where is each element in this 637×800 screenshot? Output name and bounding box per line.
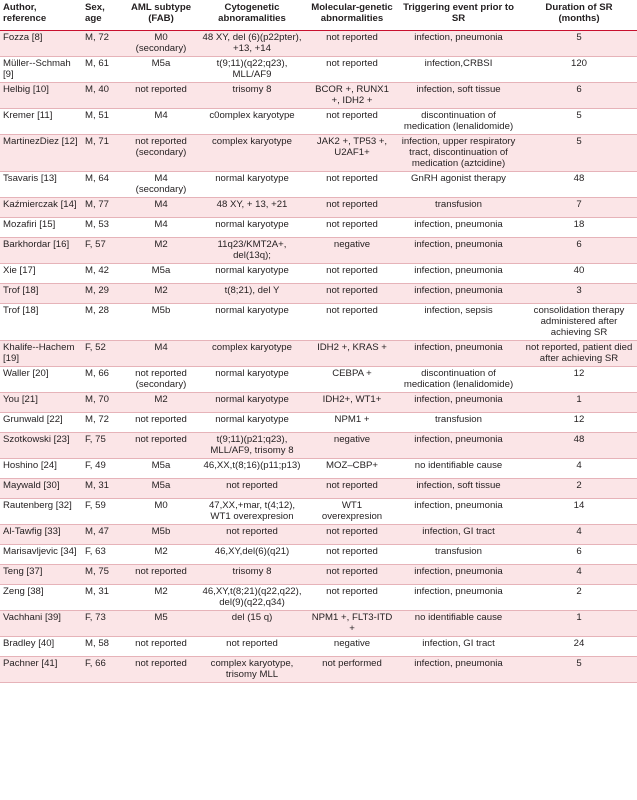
- cell-trigger: infection, soft tissue: [396, 83, 521, 109]
- cell-molecular: JAK2 +, TP53 +, U2AF1+: [308, 135, 396, 172]
- cell-sex-age: F, 52: [82, 341, 126, 367]
- cell-trigger: infection, pneumonia: [396, 393, 521, 413]
- cell-sex-age: F, 57: [82, 238, 126, 264]
- header-aml-subtype: AML subtype (FAB): [126, 0, 196, 31]
- header-sex-age: Sex, age: [82, 0, 126, 31]
- cell-molecular: negative: [308, 238, 396, 264]
- table-row: [0, 341, 637, 367]
- table-row: [0, 83, 637, 109]
- header-duration: Duration of SR (months): [521, 0, 637, 31]
- cell-cytogenetic: normal karyotype: [196, 413, 308, 433]
- cell-trigger: infection, pneumonia: [396, 31, 521, 57]
- cell-molecular: CEBPA +: [308, 367, 396, 393]
- cell-author: Vachhani [39]: [0, 611, 82, 637]
- table-header: [0, 0, 637, 31]
- table-row: [0, 198, 637, 218]
- cell-author: Trof [18]: [0, 284, 82, 304]
- cell-trigger: no identifiable cause: [396, 611, 521, 637]
- cell-aml-subtype: not reported: [126, 433, 196, 459]
- cell-sex-age: M, 70: [82, 393, 126, 413]
- table-row: [0, 31, 637, 57]
- cell-molecular: not reported: [308, 565, 396, 585]
- table-row: [0, 109, 637, 135]
- cell-aml-subtype: M5: [126, 611, 196, 637]
- cell-aml-subtype: M2: [126, 585, 196, 611]
- cell-author: Khalife--Hachem [19]: [0, 341, 82, 367]
- cell-molecular: MOZ–CBP+: [308, 459, 396, 479]
- table-row: [0, 218, 637, 238]
- cell-molecular: negative: [308, 433, 396, 459]
- table-row: [0, 304, 637, 341]
- cell-author: Xie [17]: [0, 264, 82, 284]
- cell-aml-subtype: M5a: [126, 459, 196, 479]
- cell-sex-age: F, 49: [82, 459, 126, 479]
- cell-duration: 120: [521, 57, 637, 83]
- cell-trigger: transfusion: [396, 198, 521, 218]
- cell-cytogenetic: complex karyotype, trisomy MLL: [196, 657, 308, 683]
- cell-author: Müller--Schmah [9]: [0, 57, 82, 83]
- cell-duration: 6: [521, 238, 637, 264]
- cell-duration: 14: [521, 499, 637, 525]
- header-author: Author, reference: [0, 0, 82, 31]
- cell-sex-age: M, 72: [82, 31, 126, 57]
- cell-trigger: infection, pneumonia: [396, 238, 521, 264]
- cell-author: Waller [20]: [0, 367, 82, 393]
- cell-molecular: not reported: [308, 172, 396, 198]
- cell-author: Helbig [10]: [0, 83, 82, 109]
- cell-molecular: not reported: [308, 479, 396, 499]
- cell-duration: 5: [521, 109, 637, 135]
- cell-sex-age: M, 64: [82, 172, 126, 198]
- cell-molecular: NPM1 +: [308, 413, 396, 433]
- cell-molecular: not reported: [308, 545, 396, 565]
- table-row: [0, 57, 637, 83]
- cell-duration: 12: [521, 413, 637, 433]
- cell-cytogenetic: normal karyotype: [196, 264, 308, 284]
- cell-aml-subtype: M5a: [126, 264, 196, 284]
- table-row: [0, 367, 637, 393]
- cell-author: Al-Tawfig [33]: [0, 525, 82, 545]
- cell-aml-subtype: M0 (secondary): [126, 31, 196, 57]
- cell-sex-age: M, 58: [82, 637, 126, 657]
- cell-trigger: infection,CRBSI: [396, 57, 521, 83]
- cell-molecular: not reported: [308, 109, 396, 135]
- cell-duration: 1: [521, 611, 637, 637]
- cell-author: MartinezDiez [12]: [0, 135, 82, 172]
- cell-author: Grunwald [22]: [0, 413, 82, 433]
- cell-trigger: discontinuation of medication (lenalidomide): [396, 109, 521, 135]
- cell-author: Zeng [38]: [0, 585, 82, 611]
- cell-sex-age: F, 59: [82, 499, 126, 525]
- table-row: [0, 172, 637, 198]
- table-row: [0, 393, 637, 413]
- table-row: [0, 499, 637, 525]
- cell-duration: 3: [521, 284, 637, 304]
- table-row: [0, 479, 637, 499]
- cell-trigger: infection, pneumonia: [396, 264, 521, 284]
- cell-sex-age: M, 72: [82, 413, 126, 433]
- cell-aml-subtype: M2: [126, 238, 196, 264]
- cell-author: Tsavaris [13]: [0, 172, 82, 198]
- cell-duration: 4: [521, 459, 637, 479]
- header-row: [0, 0, 637, 31]
- cell-molecular: not reported: [308, 284, 396, 304]
- cell-author: Mozafiri [15]: [0, 218, 82, 238]
- cell-author: Trof [18]: [0, 304, 82, 341]
- cell-molecular: not reported: [308, 31, 396, 57]
- cell-cytogenetic: 46,XY,del(6)(q21): [196, 545, 308, 565]
- cell-duration: 4: [521, 565, 637, 585]
- cell-molecular: IDH2+, WT1+: [308, 393, 396, 413]
- cell-cytogenetic: normal karyotype: [196, 304, 308, 341]
- cell-sex-age: M, 40: [82, 83, 126, 109]
- cell-sex-age: F, 63: [82, 545, 126, 565]
- cell-duration: 18: [521, 218, 637, 238]
- cell-author: Barkhordar [16]: [0, 238, 82, 264]
- table-row: [0, 637, 637, 657]
- cell-sex-age: M, 71: [82, 135, 126, 172]
- cell-sex-age: M, 31: [82, 479, 126, 499]
- cell-aml-subtype: M5b: [126, 525, 196, 545]
- table-row: [0, 565, 637, 585]
- cell-duration: not reported, patient died after achieving SR: [521, 341, 637, 367]
- cell-molecular: negative: [308, 637, 396, 657]
- cell-aml-subtype: M2: [126, 545, 196, 565]
- cell-sex-age: F, 73: [82, 611, 126, 637]
- cell-duration: 5: [521, 657, 637, 683]
- cell-cytogenetic: trisomy 8: [196, 83, 308, 109]
- cell-duration: 5: [521, 31, 637, 57]
- cell-aml-subtype: M2: [126, 393, 196, 413]
- table-row: [0, 545, 637, 565]
- cell-trigger: infection, pneumonia: [396, 341, 521, 367]
- cell-trigger: infection, pneumonia: [396, 565, 521, 585]
- cell-duration: consolidation therapy administered after achieving SR: [521, 304, 637, 341]
- cell-cytogenetic: 48 XY, del (6)(p22pter), +13, +14: [196, 31, 308, 57]
- table-row: [0, 525, 637, 545]
- cell-duration: 24: [521, 637, 637, 657]
- cell-sex-age: M, 31: [82, 585, 126, 611]
- cell-molecular: BCOR +, RUNX1 +, IDH2 +: [308, 83, 396, 109]
- cell-aml-subtype: M4: [126, 341, 196, 367]
- cell-trigger: infection, pneumonia: [396, 585, 521, 611]
- table-row: [0, 135, 637, 172]
- cell-molecular: NPM1 +, FLT3-ITD +: [308, 611, 396, 637]
- table-row: [0, 585, 637, 611]
- cell-cytogenetic: normal karyotype: [196, 393, 308, 413]
- cell-author: Maywald [30]: [0, 479, 82, 499]
- cell-molecular: not reported: [308, 57, 396, 83]
- cell-cytogenetic: 48 XY, + 13, +21: [196, 198, 308, 218]
- header-molecular: Molecular-genetic abnormalities: [308, 0, 396, 31]
- cell-cytogenetic: complex karyotype: [196, 135, 308, 172]
- cell-duration: 48: [521, 433, 637, 459]
- cell-cytogenetic: trisomy 8: [196, 565, 308, 585]
- cell-author: Kaźmierczak [14]: [0, 198, 82, 218]
- cell-duration: 2: [521, 585, 637, 611]
- cell-aml-subtype: M5a: [126, 479, 196, 499]
- cell-cytogenetic: c0omplex karyotype: [196, 109, 308, 135]
- cell-duration: 12: [521, 367, 637, 393]
- cell-sex-age: M, 53: [82, 218, 126, 238]
- cell-trigger: discontinuation of medication (lenalidomide): [396, 367, 521, 393]
- cell-author: Hoshino [24]: [0, 459, 82, 479]
- table-row: [0, 238, 637, 264]
- cell-molecular: not performed: [308, 657, 396, 683]
- cell-sex-age: M, 75: [82, 565, 126, 585]
- table-body: [0, 31, 637, 683]
- table-row: [0, 413, 637, 433]
- cell-author: Kremer [11]: [0, 109, 82, 135]
- cell-molecular: not reported: [308, 198, 396, 218]
- cell-duration: 6: [521, 83, 637, 109]
- cell-cytogenetic: not reported: [196, 479, 308, 499]
- cell-aml-subtype: M5b: [126, 304, 196, 341]
- cell-sex-age: F, 66: [82, 657, 126, 683]
- cell-sex-age: M, 47: [82, 525, 126, 545]
- cell-trigger: infection, upper respiratory tract, discontinuation of medication (aztcidine): [396, 135, 521, 172]
- cell-trigger: infection, GI tract: [396, 525, 521, 545]
- cell-trigger: infection, soft tissue: [396, 479, 521, 499]
- table-row: [0, 433, 637, 459]
- cell-author: Marisavljevic [34]: [0, 545, 82, 565]
- cell-aml-subtype: M2: [126, 284, 196, 304]
- cell-duration: 4: [521, 525, 637, 545]
- table-row: [0, 611, 637, 637]
- cell-sex-age: M, 51: [82, 109, 126, 135]
- cell-aml-subtype: M4: [126, 109, 196, 135]
- cell-author: Pachner [41]: [0, 657, 82, 683]
- cell-aml-subtype: M4 (secondary): [126, 172, 196, 198]
- cell-duration: 6: [521, 545, 637, 565]
- cell-duration: 1: [521, 393, 637, 413]
- header-cytogenetic: Cytogenetic abnoramalities: [196, 0, 308, 31]
- cell-aml-subtype: not reported: [126, 83, 196, 109]
- cell-sex-age: M, 66: [82, 367, 126, 393]
- cell-cytogenetic: t(9;11)(p21;q23), MLL/AF9, trisomy 8: [196, 433, 308, 459]
- cell-aml-subtype: M4: [126, 198, 196, 218]
- cell-sex-age: M, 42: [82, 264, 126, 284]
- cell-trigger: infection, GI tract: [396, 637, 521, 657]
- cell-trigger: infection, pneumonia: [396, 499, 521, 525]
- cell-cytogenetic: 46,XX,t(8;16)(p11;p13): [196, 459, 308, 479]
- cell-trigger: transfusion: [396, 545, 521, 565]
- cell-aml-subtype: M4: [126, 218, 196, 238]
- cell-sex-age: M, 28: [82, 304, 126, 341]
- cell-molecular: not reported: [308, 585, 396, 611]
- cell-sex-age: M, 61: [82, 57, 126, 83]
- cell-trigger: no identifiable cause: [396, 459, 521, 479]
- cell-trigger: GnRH agonist therapy: [396, 172, 521, 198]
- cell-trigger: infection, pneumonia: [396, 657, 521, 683]
- cell-molecular: WT1 overexpresion: [308, 499, 396, 525]
- cell-cytogenetic: 47,XX,+mar, t(4;12), WT1 overexpresion: [196, 499, 308, 525]
- cell-molecular: not reported: [308, 304, 396, 341]
- cell-author: Fozza [8]: [0, 31, 82, 57]
- cell-molecular: IDH2 +, KRAS +: [308, 341, 396, 367]
- cell-cytogenetic: t(9;11)(q22;q23), MLL/AF9: [196, 57, 308, 83]
- cell-trigger: transfusion: [396, 413, 521, 433]
- cell-sex-age: F, 75: [82, 433, 126, 459]
- cell-duration: 48: [521, 172, 637, 198]
- cell-author: You [21]: [0, 393, 82, 413]
- cell-author: Szotkowski [23]: [0, 433, 82, 459]
- cell-duration: 2: [521, 479, 637, 499]
- cell-aml-subtype: not reported (secondary): [126, 135, 196, 172]
- cell-cytogenetic: not reported: [196, 637, 308, 657]
- cell-aml-subtype: not reported: [126, 565, 196, 585]
- cell-sex-age: M, 29: [82, 284, 126, 304]
- cell-aml-subtype: not reported (secondary): [126, 367, 196, 393]
- cell-author: Bradley [40]: [0, 637, 82, 657]
- cell-aml-subtype: not reported: [126, 413, 196, 433]
- cell-molecular: not reported: [308, 525, 396, 545]
- cell-cytogenetic: 11q23/KMT2A+, del(13q);: [196, 238, 308, 264]
- cell-cytogenetic: 46,XY,t(8;21)(q22,q22), del(9)(q22,q34): [196, 585, 308, 611]
- cell-trigger: infection, pneumonia: [396, 284, 521, 304]
- cell-cytogenetic: normal karyotype: [196, 218, 308, 238]
- cell-author: Rautenberg [32]: [0, 499, 82, 525]
- table-row: [0, 459, 637, 479]
- cell-aml-subtype: M0: [126, 499, 196, 525]
- table-row: [0, 264, 637, 284]
- cell-author: Teng [37]: [0, 565, 82, 585]
- cell-cytogenetic: normal karyotype: [196, 172, 308, 198]
- cell-cytogenetic: complex karyotype: [196, 341, 308, 367]
- cell-cytogenetic: del (15 q): [196, 611, 308, 637]
- cell-aml-subtype: not reported: [126, 637, 196, 657]
- table-row: [0, 657, 637, 683]
- cell-duration: 7: [521, 198, 637, 218]
- cell-trigger: infection, sepsis: [396, 304, 521, 341]
- cell-aml-subtype: not reported: [126, 657, 196, 683]
- cell-cytogenetic: t(8;21), del Y: [196, 284, 308, 304]
- cell-aml-subtype: M5a: [126, 57, 196, 83]
- table-row: [0, 284, 637, 304]
- cell-molecular: not reported: [308, 264, 396, 284]
- header-trigger: Triggering event prior to SR: [396, 0, 521, 31]
- cell-molecular: not reported: [308, 218, 396, 238]
- cell-sex-age: M, 77: [82, 198, 126, 218]
- cell-trigger: infection, pneumonia: [396, 433, 521, 459]
- cell-duration: 5: [521, 135, 637, 172]
- cell-cytogenetic: normal karyotype: [196, 367, 308, 393]
- cell-duration: 40: [521, 264, 637, 284]
- cell-cytogenetic: not reported: [196, 525, 308, 545]
- cell-trigger: infection, pneumonia: [396, 218, 521, 238]
